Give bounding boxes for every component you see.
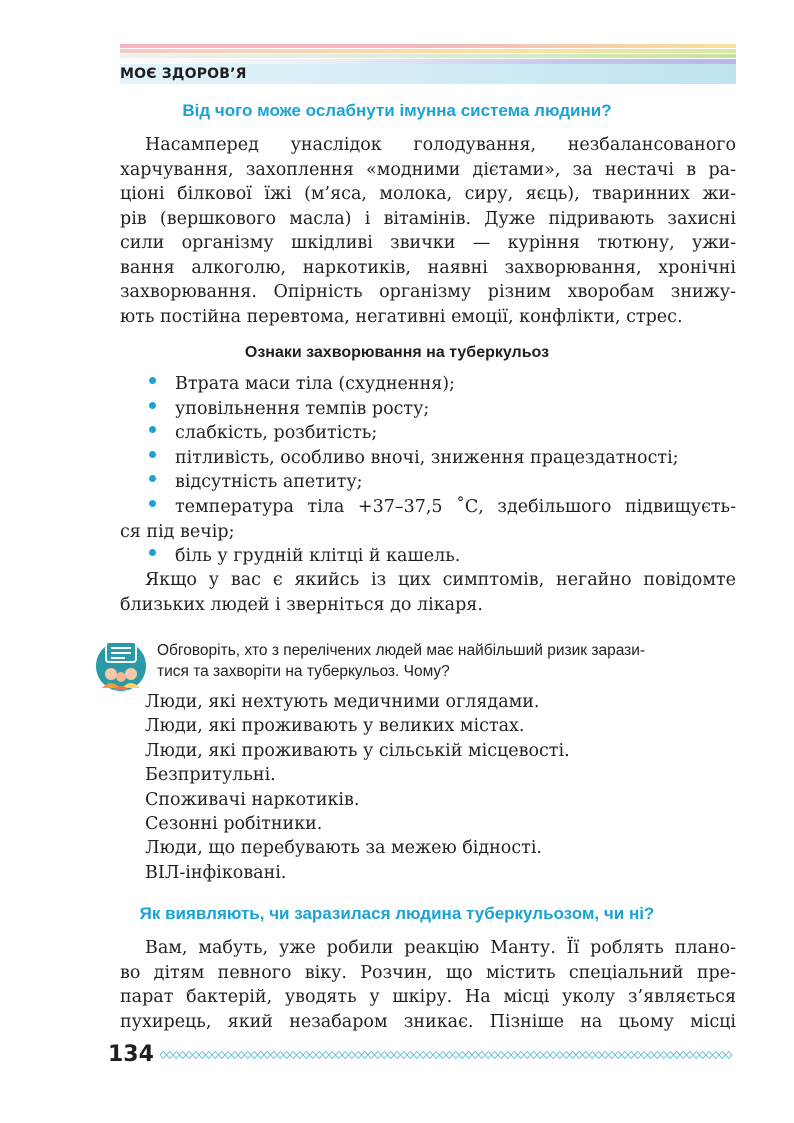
list-item: Люди, які проживають у сільській місцевості.	[145, 740, 570, 761]
footer-diamond	[336, 1052, 343, 1059]
footer-diamond	[173, 1052, 180, 1059]
footer-diamond	[206, 1052, 213, 1059]
footer-diamond	[576, 1052, 583, 1059]
list-item: слабкість, розбитість;	[120, 421, 736, 446]
footer-diamond	[622, 1052, 629, 1059]
list-item: Втрата маси тіла (схуднення);	[120, 372, 736, 397]
list-item: Люди, які нехтують медичними оглядами.	[145, 692, 540, 712]
footer-diamond	[485, 1052, 492, 1059]
footer-diamond	[498, 1052, 505, 1059]
footer-diamond	[472, 1052, 479, 1059]
footer-diamond	[180, 1052, 187, 1059]
footer-diamond	[602, 1052, 609, 1059]
footer-diamond	[316, 1052, 323, 1059]
footer-diamond	[700, 1052, 707, 1059]
footer-diamond	[648, 1052, 655, 1059]
bullet-icon	[149, 426, 156, 433]
footer-diamond	[557, 1052, 564, 1059]
footer-diamond	[680, 1052, 687, 1059]
footer-diamond	[375, 1052, 382, 1059]
footer-diamond	[583, 1052, 590, 1059]
footer-diamond	[420, 1052, 427, 1059]
footer-diamond	[212, 1052, 219, 1059]
footer-diamond	[362, 1052, 369, 1059]
footer-diamond	[453, 1052, 460, 1059]
footer-diamond	[394, 1052, 401, 1059]
footer-diamond	[368, 1052, 375, 1059]
footer-diamond	[414, 1052, 421, 1059]
footer-diamond	[440, 1052, 447, 1059]
list-item: відсутність апетиту;	[120, 470, 736, 495]
footer-diamond	[505, 1052, 512, 1059]
paragraph-line: Якщо у вас є якийсь із цих симптомів, негайно повідомте	[145, 570, 736, 590]
bullet-icon	[149, 402, 156, 409]
footer-diamond	[713, 1052, 720, 1059]
paragraph-advice	[120, 568, 736, 617]
paragraph-mantoux	[120, 936, 736, 1034]
footer-diamond	[245, 1052, 252, 1059]
bullet-icon	[149, 475, 156, 482]
paragraph-line: ють постійна перевтома, негативні емоції, конфлікти, стрес.	[120, 306, 683, 327]
footer-diamond	[719, 1052, 726, 1059]
list-item: уповільнення темпів росту;	[120, 397, 736, 422]
footer-diamond	[635, 1052, 642, 1059]
footer-diamond	[667, 1052, 674, 1059]
footer-diamond	[258, 1052, 265, 1059]
discussion-icon	[94, 636, 148, 692]
footer-diamond	[160, 1052, 167, 1059]
list-item: температура тіла +37–37,5 ˚С, здебільшого підвищуєть- ся під вечір;	[120, 496, 736, 542]
footer-diamond	[531, 1052, 538, 1059]
footer-diamond	[641, 1052, 648, 1059]
footer-diamond	[277, 1052, 284, 1059]
bullet-icon	[149, 549, 156, 556]
list-item: ВІЛ-інфіковані.	[145, 862, 287, 883]
footer-diamond	[342, 1052, 349, 1059]
footer-diamond	[297, 1052, 304, 1059]
people-list	[145, 690, 570, 885]
footer-diamond	[654, 1052, 661, 1059]
footer-diamond	[511, 1052, 518, 1059]
paragraph-line: близьких людей і зверніться до лікаря.	[120, 594, 483, 615]
footer-diamond	[693, 1052, 700, 1059]
discussion-line: тися та захворіти на туберкульоз. Чому?	[157, 663, 450, 680]
paragraph-line: сили організму шкідливі звички — куріння тютюну, ужи-	[120, 233, 736, 253]
footer-diamond	[407, 1052, 414, 1059]
heading-tb-detection: Як виявляють, чи заразилася людина туберкульозом, чи ні?	[139, 904, 655, 923]
discussion-prompt	[157, 640, 737, 682]
list-item: Люди, що перебувають за межею бідності.	[145, 838, 542, 859]
subheading-tb-symptoms: Ознаки захворювання на туберкульоз	[244, 344, 550, 361]
footer-diamond	[687, 1052, 694, 1059]
footer-diamond	[186, 1052, 193, 1059]
footer-diamond	[433, 1052, 440, 1059]
footer-diamond	[537, 1052, 544, 1059]
footer-diamond	[479, 1052, 486, 1059]
discussion-line: Обговоріть, хто з перелічених людей має найбільший ризик зарази-	[157, 642, 646, 659]
footer-diamond	[518, 1052, 525, 1059]
footer-diamond	[232, 1052, 239, 1059]
footer-diamond	[310, 1052, 317, 1059]
footer-diamond	[349, 1052, 356, 1059]
footer-diamond	[388, 1052, 395, 1059]
paragraph-line: во дітям певного віку. Розчин, що містить спеціальний пре-	[120, 962, 736, 983]
bullet-icon	[149, 377, 156, 384]
list-item: Сезонні робітники.	[145, 814, 323, 835]
footer-diamond	[674, 1052, 681, 1059]
footer-diamond	[628, 1052, 635, 1059]
decor-stripe-3	[120, 54, 736, 58]
footer-diamond	[251, 1052, 258, 1059]
footer-diamond	[284, 1052, 291, 1059]
paragraph-line: рів (вершкового масла) і вітамінів. Дуже підривають захисні	[120, 208, 736, 229]
bullet-icon	[149, 451, 156, 458]
footer-diamond	[544, 1052, 551, 1059]
footer-decor-line	[160, 1049, 738, 1061]
heading-immune-system: Від чого може ослабнути імунна система людини?	[182, 101, 612, 120]
symptoms-list	[120, 372, 736, 569]
list-item: біль у грудній клітці й кашель.	[120, 544, 736, 569]
footer-diamond	[661, 1052, 668, 1059]
decor-stripe-2	[120, 49, 736, 53]
bullet-icon	[149, 500, 156, 507]
footer-diamond	[446, 1052, 453, 1059]
paragraph-line: захворювання. Опірність організму різним хворобам знижу-	[120, 282, 736, 302]
footer-diamond	[381, 1052, 388, 1059]
footer-diamond	[303, 1052, 310, 1059]
footer-diamond	[726, 1052, 733, 1059]
footer-diamond	[264, 1052, 271, 1059]
footer-diamond	[589, 1052, 596, 1059]
footer-diamond	[459, 1052, 466, 1059]
footer-diamond	[355, 1052, 362, 1059]
footer-diamond	[193, 1052, 200, 1059]
footer-diamond	[609, 1052, 616, 1059]
footer-diamond	[706, 1052, 713, 1059]
paragraph-line: Вам, мабуть, уже робили реакцію Манту. Її роблять плано-	[145, 938, 736, 958]
paragraph-line: пухирець, який незабаром зникає. Пізніше на цьому місці	[120, 1011, 736, 1032]
paragraph-line: вання алкоголю, наркотиків, наявні захворювання, хронічні	[120, 257, 736, 278]
decor-stripe-1	[120, 44, 736, 48]
footer-diamond	[238, 1052, 245, 1059]
paragraph-line: ціоні білкової їжі (м’яса, молока, сиру, яєць), тваринних жи-	[120, 184, 736, 204]
footer-diamond	[225, 1052, 232, 1059]
page-number: 134	[108, 1042, 154, 1067]
list-item: Безпритульні.	[145, 765, 276, 786]
section-title: МОЄ ЗДОРОВ’Я	[120, 66, 247, 82]
footer-diamond	[219, 1052, 226, 1059]
footer-diamond	[401, 1052, 408, 1059]
footer-diamond	[570, 1052, 577, 1059]
footer-diamond	[427, 1052, 434, 1059]
footer-diamond	[563, 1052, 570, 1059]
footer-diamond	[615, 1052, 622, 1059]
paragraph-immune-causes	[120, 133, 736, 329]
footer-diamond	[167, 1052, 174, 1059]
footer-diamond	[524, 1052, 531, 1059]
paragraph-line: Насамперед унаслідок голодування, незбалансованого	[145, 135, 736, 155]
footer-diamond	[596, 1052, 603, 1059]
list-item: пітливість, особливо вночі, зниження працездатності;	[120, 446, 736, 471]
footer-diamond	[271, 1052, 278, 1059]
list-item: Люди, які проживають у великих містах.	[145, 716, 525, 737]
footer-diamond	[329, 1052, 336, 1059]
list-item: Споживачі наркотиків.	[145, 789, 360, 810]
footer-diamond	[492, 1052, 499, 1059]
footer-diamond	[199, 1052, 206, 1059]
paragraph-line: парат бактерій, уводять у шкіру. На місці уколу з’являється	[120, 987, 736, 1007]
paragraph-line: харчування, захоплення «модними дієтами», за нестачі в ра-	[120, 159, 736, 180]
footer-diamond	[323, 1052, 330, 1059]
footer-diamond	[290, 1052, 297, 1059]
footer-diamond	[466, 1052, 473, 1059]
footer-diamond	[550, 1052, 557, 1059]
